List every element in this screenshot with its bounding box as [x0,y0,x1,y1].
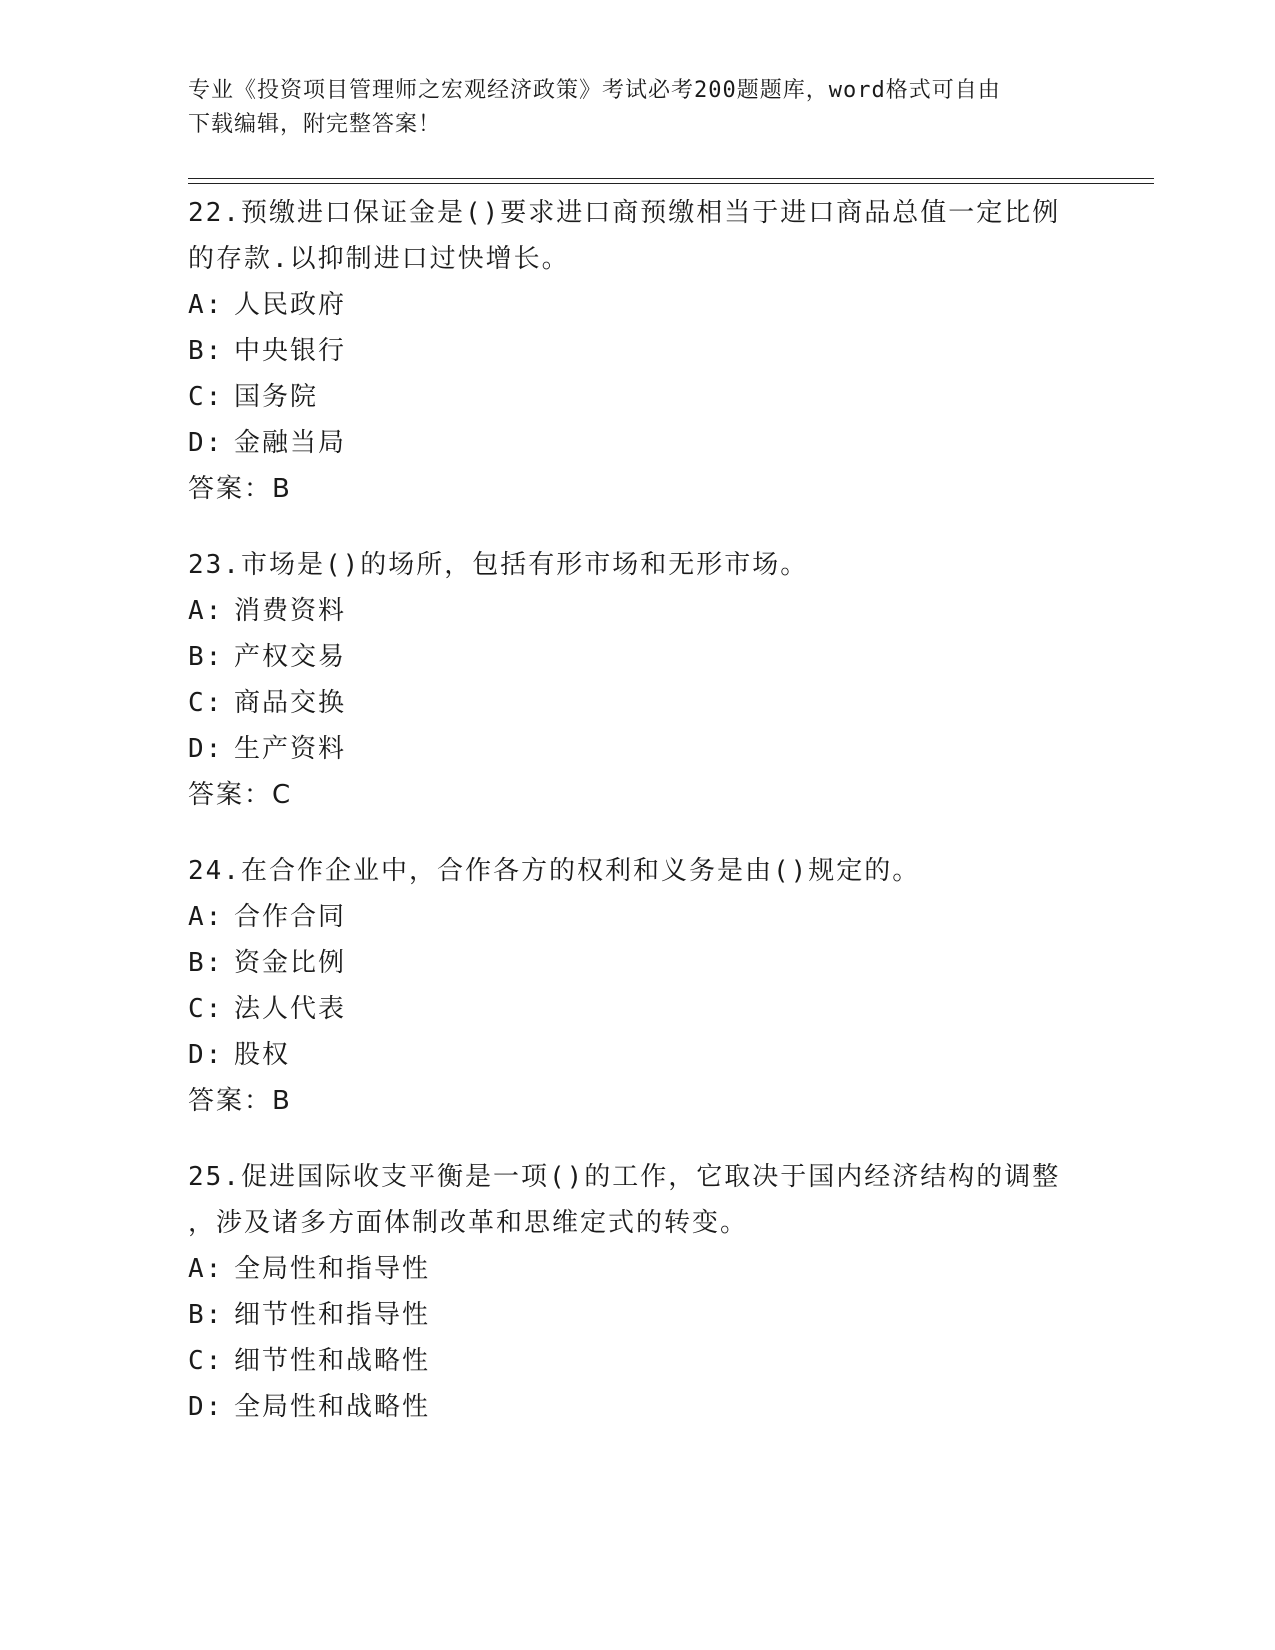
option-letter: C: [188,688,224,718]
option-text: 金融当局 [234,428,347,458]
option-text: 资金比例 [234,948,347,978]
question-22 [188,190,1088,512]
option-text: 股权 [234,1040,291,1070]
header-divider-bottom [188,183,1154,184]
option-letter: D: [188,1392,224,1422]
option-text: 细节性和战略性 [234,1346,431,1376]
option-text: 全局性和指导性 [234,1254,431,1284]
option-text: 人民政府 [234,290,347,320]
question-stem-line: 的存款.以抑制进口过快增长。 [188,244,570,274]
answer-line: 答案：B [188,1086,292,1116]
question-stem-line: 22.预缴进口保证金是()要求进口商预缴相当于进口商品总值一定比例 [188,198,1061,228]
option-letter: C: [188,994,224,1024]
option-letter: D: [188,428,224,458]
option-text: 商品交换 [234,688,347,718]
option-letter: C: [188,1346,224,1376]
option-c [188,986,1088,1032]
header-line-1: 专业《投资项目管理师之宏观经济政策》考试必考200题题库，word格式可自由 [188,78,1001,103]
option-a [188,282,1088,328]
option-letter: B: [188,948,224,978]
option-b [188,940,1088,986]
option-a [188,894,1088,940]
header-line-2: 下载编辑，附完整答案！ [188,112,442,137]
option-text: 国务院 [234,382,319,412]
option-letter: D: [188,734,224,764]
option-letter: B: [188,642,224,672]
option-text: 合作合同 [234,902,347,932]
option-text: 产权交易 [234,642,347,672]
option-letter: C: [188,382,224,412]
question-stem-line: 24.在合作企业中，合作各方的权利和义务是由()规定的。 [188,856,921,886]
option-text: 细节性和指导性 [234,1300,431,1330]
option-a [188,1246,1088,1292]
option-c [188,680,1088,726]
option-d [188,420,1088,466]
answer-line: 答案：C [188,780,293,810]
option-b [188,328,1088,374]
document-header [188,74,1088,142]
option-letter: A: [188,596,224,626]
question-stem-line: ，涉及诸多方面体制改革和思维定式的转变。 [188,1208,749,1238]
option-c [188,1338,1088,1384]
option-d [188,726,1088,772]
option-d [188,1032,1088,1078]
option-letter: B: [188,1300,224,1330]
option-a [188,588,1088,634]
header-divider-top [188,178,1154,179]
question-25 [188,1154,1088,1430]
question-stem-line: 23.市场是()的场所，包括有形市场和无形市场。 [188,550,809,580]
option-d [188,1384,1088,1430]
question-stem-line: 25.促进国际收支平衡是一项()的工作，它取决于国内经济结构的调整 [188,1162,1061,1192]
question-list [188,190,1088,1460]
question-23 [188,542,1088,818]
answer-line: 答案：B [188,474,292,504]
option-b [188,634,1088,680]
option-letter: A: [188,290,224,320]
option-text: 全局性和战略性 [234,1392,431,1422]
option-letter: D: [188,1040,224,1070]
option-text: 生产资料 [234,734,347,764]
option-letter: A: [188,1254,224,1284]
question-24 [188,848,1088,1124]
option-text: 中央银行 [234,336,347,366]
option-text: 法人代表 [234,994,347,1024]
option-c [188,374,1088,420]
option-letter: A: [188,902,224,932]
option-text: 消费资料 [234,596,347,626]
option-letter: B: [188,336,224,366]
option-b [188,1292,1088,1338]
